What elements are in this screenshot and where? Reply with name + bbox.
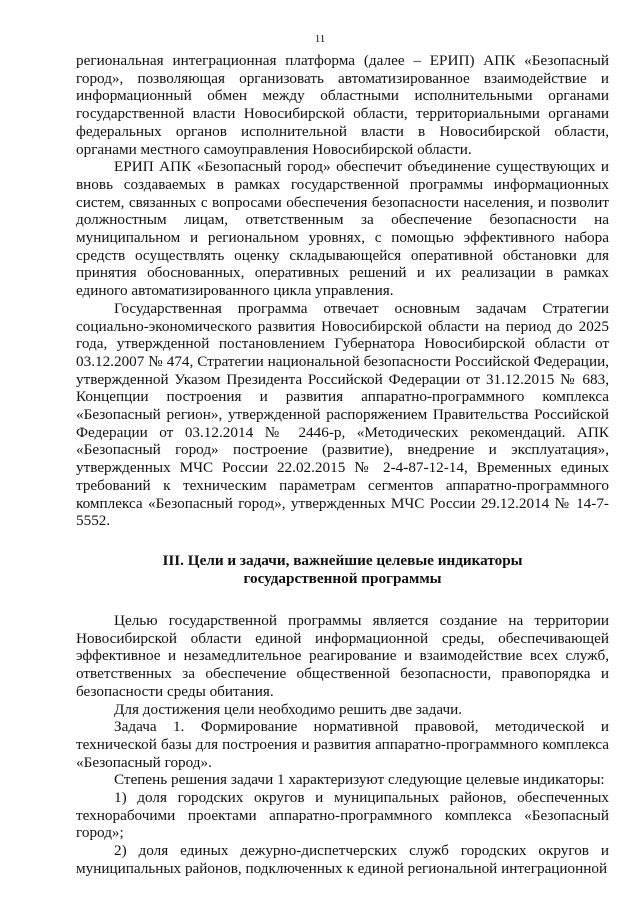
list-item-indicator-2: 2) доля единых дежурно-диспетчерских служб городских округов и муниципальных районов, подключенных к единой региональной интеграционной bbox=[76, 842, 609, 877]
section-heading bbox=[76, 552, 609, 588]
paragraph-erip-platform: региональная интеграционная платформа (далее – ЕРИП) АПК «Безопасный город», позволяющая организовать автоматизированное взаимодействие и информационный обмен между областными исполнительными органами государственной власти Новосибирской области, территориальными органами федеральных органов исполнительной власти в Новосибирской области, органами местного самоуправления Новосибирской области. bbox=[76, 52, 609, 158]
document-body bbox=[76, 52, 609, 878]
paragraph-program-goal: Целью государственной программы является создание на территории Новосибирской области единой информационной среды, обеспечивающей эффективное и незамедлительное реагирование и взаимодействие всех служб, ответственных за обеспечение общественной безопасности, правопорядка и безопасности среды обитания. bbox=[76, 611, 609, 700]
paragraph-task-1-indicators: Степень решения задачи 1 характеризуют следующие целевые индикаторы: bbox=[114, 771, 605, 789]
paragraph-erip-unification: ЕРИП АПК «Безопасный город» обеспечит объединение существующих и вновь создаваемых в рамках государственной программы информационных систем, связанных с вопросами обеспечения безопасности населения, и позволит должностным лицам, ответственным за обеспечение безопасности на муниципальном и региональном уровнях, с помощью эффективного набора средств осуществлять оценку складывающейся оперативной обстановки для принятия обоснованных, оперативных решений и их реализации в рамках единого автоматизированного цикла управления. bbox=[76, 158, 609, 300]
list-item-indicator-1: 1) доля городских округов и муниципальных районов, обеспеченных технорабочими проектами аппаратно-программного комплекса «Безопасный город»; bbox=[76, 789, 609, 842]
paragraph-task-1: Задача 1. Формирование нормативной правовой, методической и технической базы для построения и развития аппаратно-программного комплекса «Безопасный город». bbox=[76, 718, 609, 771]
paragraph-program-strategy: Государственная программа отвечает основным задачам Стратегии социально-экономического развития Новосибирской области на период до 2025 года, утвержденной постановлением Губернатора Новосибирской области от 03.12.2007 № 474, Стратегии национальной безопасности Российской Федерации, утвержденной Указом Президента Российской Федерации от 31.12.2015 № 683, Концепции построения и развития аппаратно-программного комплекса «Безопасный регион», утвержденной распоряжением Правительства Российской Федерации от 03.12.2014 № 2446-р, «Методических рекомендаций. АПК «Безопасный город» построение (развитие), внедрение и эксплуатация», утвержденных МЧС России 22.02.2015 № 2-4-87-12-14, Временных единых требований к техническим параметрам сегментов аппаратно-программного комплекса «Безопасный город», утвержденных МЧС России 29.12.2014 № 14-7-5552. bbox=[76, 299, 609, 530]
section-heading-line-1: III. Цели и задачи, важнейшие целевые индикаторы bbox=[162, 551, 523, 569]
paragraph-two-tasks: Для достижения цели необходимо решить две задачи. bbox=[114, 700, 463, 718]
page-number: 11 bbox=[314, 33, 326, 45]
section-heading-line-2: государственной программы bbox=[243, 569, 442, 587]
